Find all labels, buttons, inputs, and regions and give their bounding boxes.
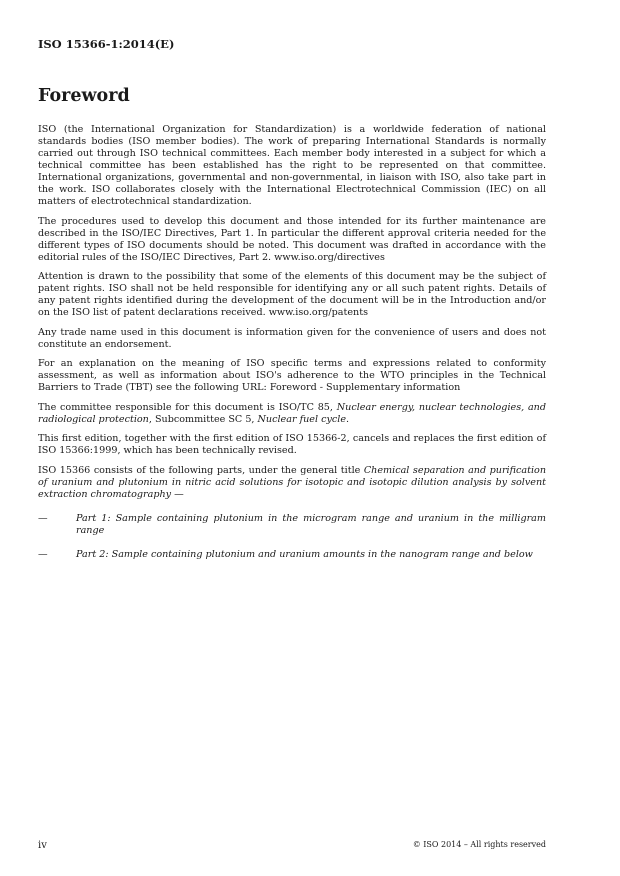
- committee-period: .: [346, 413, 350, 425]
- list-item: [38, 513, 546, 537]
- page-title: Foreword: [38, 86, 130, 106]
- dash-bullet: —: [38, 512, 48, 524]
- committee-name: Nuclear energy, nuclear technologies, and radiological protection: [38, 401, 547, 425]
- paragraph-procedures: The procedures used to develop this document and those intended for its further maintenance are described in the ISO/IEC Directives, Part 1. In particular the different approval criteria needed for the different types of ISO documents should be noted. This document was drafted in accordance with the editorial rules of the ISO/IEC Directives, Part 2. www.iso.org/directives: [38, 215, 546, 263]
- list-item: [38, 549, 546, 561]
- subcommittee-name: Nuclear fuel cycle: [257, 413, 347, 425]
- page-number: iv: [38, 840, 47, 851]
- paragraph-iso-intro: ISO (the International Organization for Standardization) is a worldwide federation of national standards bodies (ISO member bodies). The work of preparing International Standards is normally carried out through ISO technical committees. Each member body interested in a subject for which a technical committee has been established has the right to be represented on that committee. International organizations, governmental and non-governmental, in liaison with ISO, also take part in the work. ISO collaborates closely with the International Electrotechnical Commission (IEC) on all matters of electrotechnical standardization.: [38, 124, 546, 207]
- general-title: Chemical separation and purification of uranium and plutonium in nitric acid solutions for isotopic and isotopic dilution analysis by solvent extraction chromatography —: [38, 464, 546, 500]
- paragraph-parts-intro: [38, 465, 546, 501]
- committee-text: The committee responsible for this document is ISO/TC 85,: [38, 401, 337, 413]
- part-1-title: Part 1: Sample containing plutonium in the microgram range and uranium in the milligram range: [76, 512, 546, 536]
- subcommittee-text: , Subcommittee SC 5,: [148, 413, 258, 425]
- dash-bullet: —: [38, 548, 48, 560]
- paragraph-patents: Attention is drawn to the possibility that some of the elements of this document may be the subject of patent rights. ISO shall not be held responsible for identifying any or all such patent rights. Details of any patent rights identified during the development of the document will be in the Introduction and/or on the ISO list of patent declarations received. www.iso.org/patents: [38, 271, 546, 318]
- document-id: ISO 15366-1:2014(E): [38, 37, 175, 51]
- foreword-body: [38, 124, 546, 573]
- paragraph-conformity: For an explanation on the meaning of ISO specific terms and expressions related to conformity assessment, as well as information about ISO's adherence to the WTO principles in the Technical Barriers to Trade (TBT) see the following URL: Foreword - Supplementary information: [38, 358, 546, 393]
- parts-intro-text: ISO 15366 consists of the following parts, under the general title: [38, 464, 364, 476]
- paragraph-trade-name: Any trade name used in this document is information given for the convenience of users and does not constitute an endorsement.: [38, 326, 546, 350]
- paragraph-committee: [38, 402, 546, 426]
- part-2-title: Part 2: Sample containing plutonium and uranium amounts in the nanogram range and below: [76, 548, 533, 560]
- paragraph-edition: This first edition, together with the first edition of ISO 15366-2, cancels and replaces the first edition of ISO 15366:1999, which has been technically revised.: [38, 433, 546, 456]
- copyright-notice: © ISO 2014 – All rights reserved: [412, 840, 546, 849]
